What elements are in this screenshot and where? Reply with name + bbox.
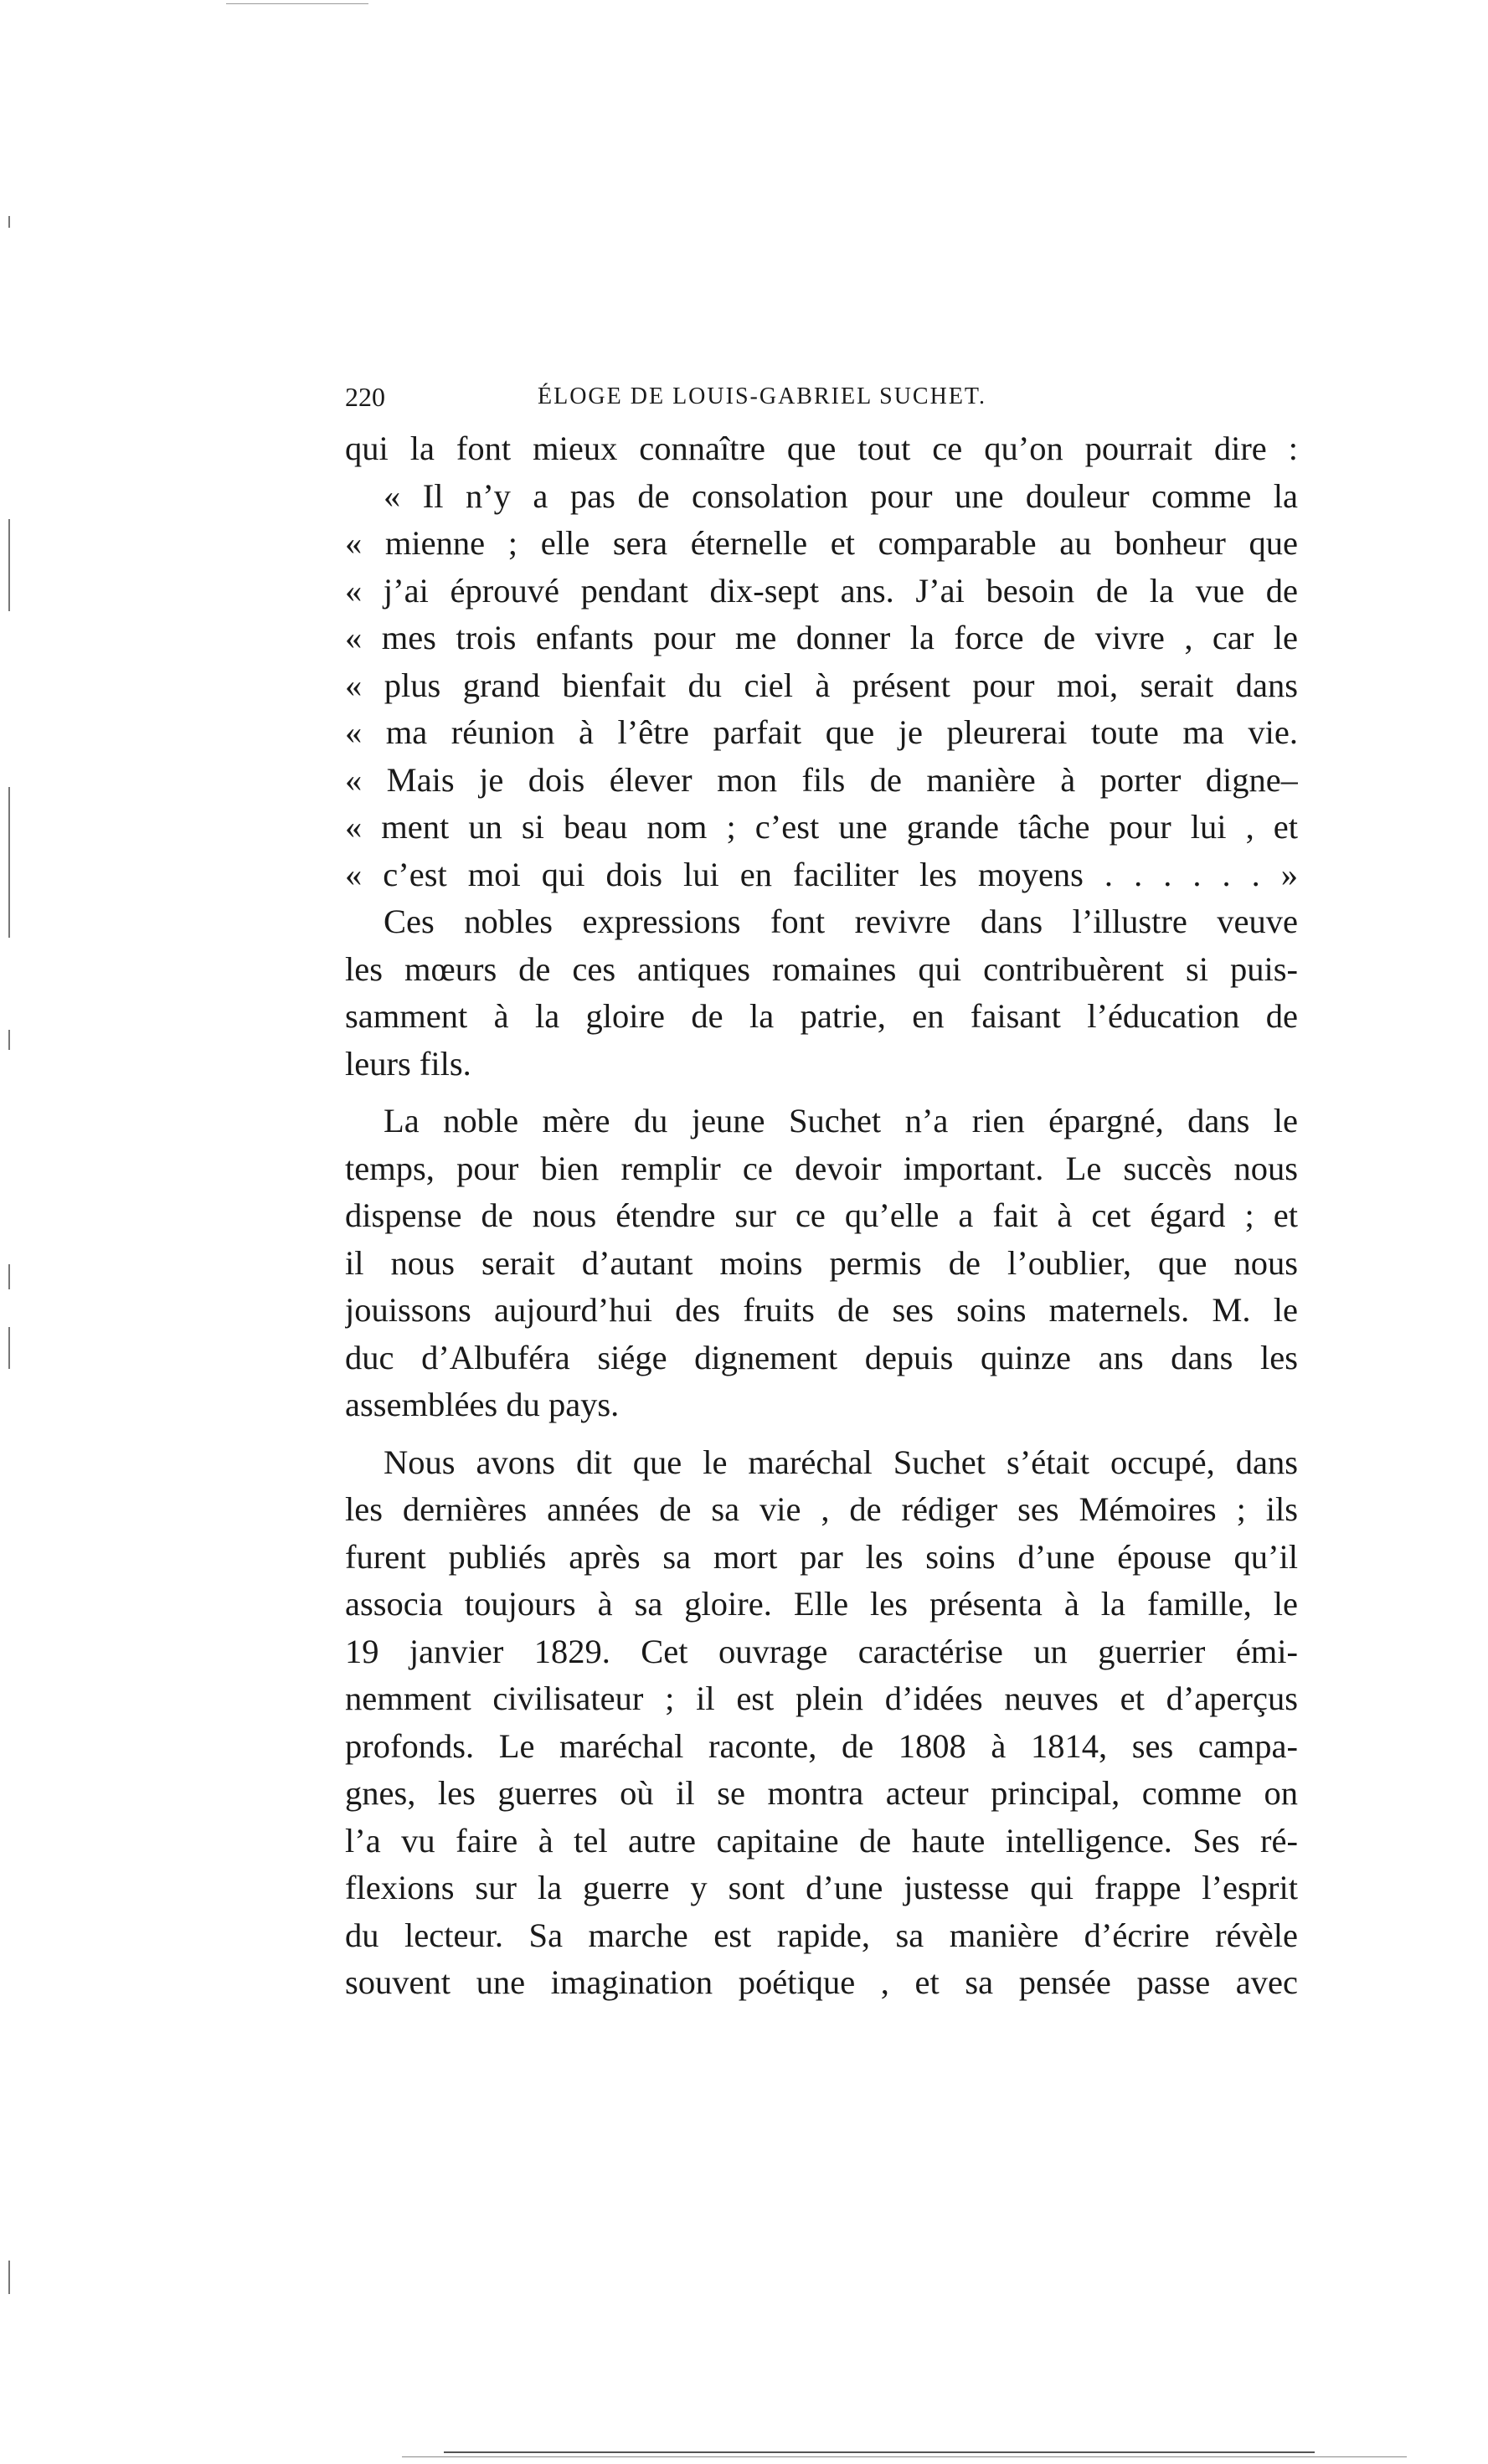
scan-margin-mark bbox=[8, 1264, 10, 1289]
scan-edge-rule-top bbox=[226, 3, 368, 4]
text-line: Nous avons dit que le maréchal Suchet s’était occupé, dans bbox=[384, 1443, 1298, 1481]
paragraph-nobles-expressions bbox=[345, 898, 1298, 1088]
text-line: l’a vu faire à tel autre capitaine de haute intelligence. Ses ré- bbox=[345, 1821, 1298, 1860]
text-line: assemblées du pays. bbox=[345, 1386, 620, 1423]
text-line: « mienne ; elle sera éternelle et comparable au bonheur que bbox=[345, 524, 1298, 562]
text-line: La noble mère du jeune Suchet n’a rien épargné, dans le bbox=[384, 1102, 1298, 1139]
scan-margin-mark bbox=[8, 1327, 10, 1369]
text-line: les dernières années de sa vie , de rédiger ses Mémoires ; ils bbox=[345, 1490, 1298, 1528]
text-line: « Il n’y a pas de consolation pour une douleur comme la bbox=[384, 476, 1298, 515]
text-line: leurs fils. bbox=[345, 1044, 471, 1083]
text-line: « j’ai éprouvé pendant dix-sept ans. J’ai besoin de la vue de bbox=[345, 571, 1298, 610]
paragraph-spacing bbox=[345, 1429, 1298, 1439]
scan-edge-rule-bottom bbox=[444, 2451, 1315, 2453]
text-line: temps, pour bien remplir ce devoir important. Le succès nous bbox=[345, 1149, 1298, 1187]
scan-margin-mark bbox=[8, 519, 10, 611]
paragraph-noble-mere bbox=[345, 1098, 1298, 1429]
text-line: « mes trois enfants pour me donner la force de vivre , car le bbox=[345, 619, 1298, 656]
text-line: furent publiés après sa mort par les soins d’une épouse qu’il bbox=[345, 1537, 1298, 1576]
running-head-title: ÉLOGE DE LOUIS-GABRIEL SUCHET. bbox=[538, 383, 986, 409]
scan-margin-mark bbox=[8, 216, 10, 228]
text-line: il nous serait d’autant moins permis de l’oublier, que nous bbox=[345, 1243, 1298, 1282]
text-line: flexions sur la guerre y sont d’une justesse qui frappe l’esprit bbox=[345, 1869, 1298, 1906]
text-line: associa toujours à sa gloire. Elle les présenta à la famille, le bbox=[345, 1585, 1298, 1623]
scan-margin-mark bbox=[8, 1030, 10, 1050]
scan-margin-mark bbox=[8, 787, 10, 938]
text-line: samment à la gloire de la patrie, en faisant l’éducation de bbox=[345, 997, 1298, 1035]
book-page bbox=[345, 375, 1298, 2007]
running-head bbox=[345, 375, 1298, 419]
text-line: « c’est moi qui dois lui en faciliter les moyens . . . . . . » bbox=[345, 855, 1298, 893]
text-line: « plus grand bienfait du ciel à présent pour moi, serait dans bbox=[345, 666, 1298, 704]
text-line: qui la font mieux connaître que tout ce qu’on pourrait dire : bbox=[345, 430, 1298, 467]
text-line: du lecteur. Sa marche est rapide, sa manière d’écrire révèle bbox=[345, 1916, 1298, 1954]
text-line: « ma réunion à l’être parfait que je pleurerai toute ma vie. bbox=[345, 713, 1298, 751]
text-line: nemment civilisateur ; il est plein d’idées neuves et d’aperçus bbox=[345, 1680, 1298, 1717]
paragraph-memoires bbox=[345, 1439, 1298, 2007]
paragraph-quotation bbox=[345, 425, 1298, 898]
text-line: « ment un si beau nom ; c’est une grande tâche pour lui , et bbox=[345, 808, 1298, 846]
paragraph-spacing bbox=[345, 1088, 1298, 1098]
text-line: Ces nobles expressions font revivre dans l’illustre veuve bbox=[384, 903, 1298, 940]
text-line: gnes, les guerres où il se montra acteur principal, comme on bbox=[345, 1774, 1298, 1812]
text-line: duc d’Albuféra siége dignement depuis quinze ans dans les bbox=[345, 1338, 1298, 1376]
text-line: dispense de nous étendre sur ce qu’elle a fait à cet égard ; et bbox=[345, 1196, 1298, 1234]
scan-edge-rule-bottom-thin bbox=[402, 2456, 1407, 2457]
page-number: 220 bbox=[345, 382, 385, 412]
text-line: jouissons aujourd’hui des fruits de ses soins maternels. M. le bbox=[345, 1291, 1298, 1329]
scan-margin-mark bbox=[8, 2261, 10, 2294]
text-line: « Mais je dois élever mon fils de manière à porter digne– bbox=[345, 760, 1298, 799]
text-line: 19 janvier 1829. Cet ouvrage caractérise un guerrier émi- bbox=[345, 1632, 1298, 1670]
text-line: profonds. Le maréchal raconte, de 1808 à 1814, ses campa- bbox=[345, 1726, 1298, 1765]
text-line: les mœurs de ces antiques romaines qui contribuèrent si puis- bbox=[345, 949, 1298, 988]
text-line: souvent une imagination poétique , et sa pensée passe avec bbox=[345, 1963, 1298, 2001]
